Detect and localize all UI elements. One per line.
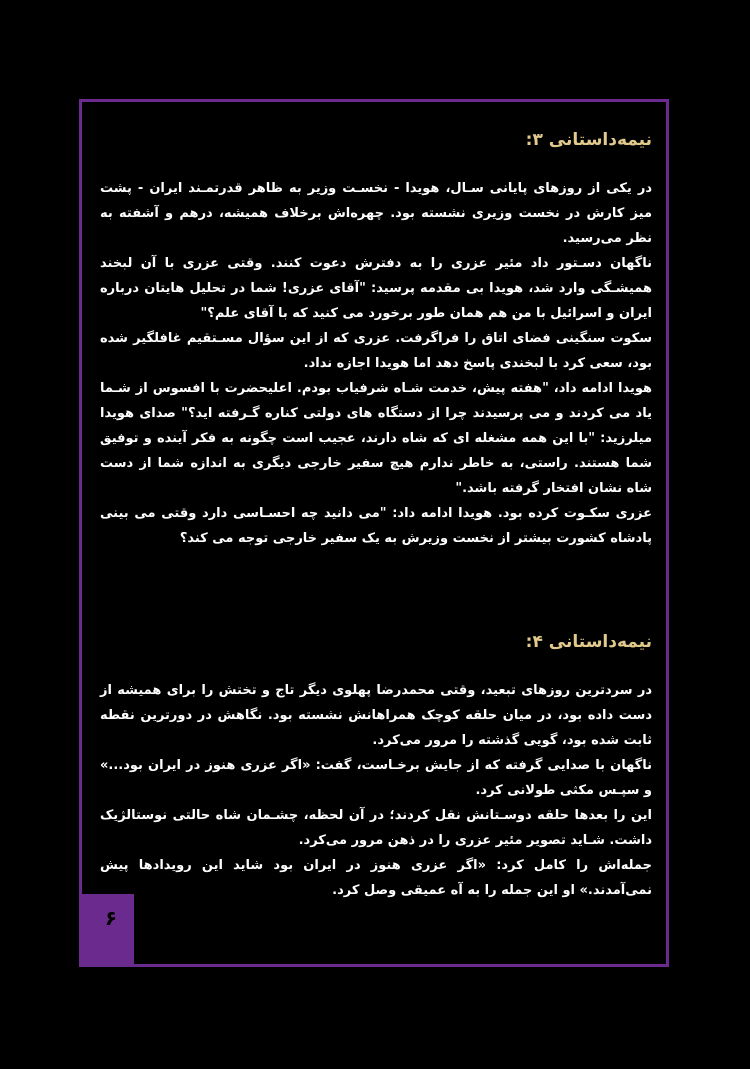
section-3 [100,128,652,551]
paragraph: در سردترین روزهای تبعید، وقتی محمدرضا پهلوی دیگر تاج و تختش را برای همیشه از دست داده بود، در میان حلقه کوچک همراهانش نشسته بود. نگاهش در دورترین نقطه ثابت شده بود، گویی گذشته را مرور می‌کرد. [100,683,652,748]
paragraph: در یکی از روزهای پایانی سـال، هویدا - نخسـت وزیر به ظاهر قدرتمـند ایران - پشت میز کارش در نخست وزیری نشسته بود. چهره‌اش برخلاف همیشه، درهم و آشفته به نظر می‌رسید. [100,181,652,246]
paragraph: هویدا ادامه داد، "هفته پیش، خدمت شـاه شرفیاب بودم. اعلیحضرت با افسوس از شـما یاد می کردند و می پرسیدند چرا از دستگاه های دولتی کناره گـرفته اید؟" صدای هویدا میلرزید: "با این همه مشغله ای که شاه دارند، عجیب است چگونه به فکر آینده و توفیق شما هستند. راستی، به خاطر ندارم هیچ سفیر خارجی دیگری به اندازه شما از دست شاه نشان افتخار گرفته باشد." [100,381,652,496]
paragraph: عزری سکـوت کرده بود. هویدا ادامه داد: "می دانید چه احسـاسی دارد وقتی می بینی پادشاه کشورت بیشتر از نخست وزیرش به یک سفیر خارجی توجه می کند؟ [100,506,652,546]
section-heading: نیمه‌داستانی ۳: [525,130,652,150]
section-4 [100,630,652,903]
paragraph: ناگهان دسـتور داد مئیر عزری را به دفترش دعوت کنند. وقتی عزری با آن لبخند همیشـگی وارد شد، هویدا بی مقدمه پرسید: "آقای عزری! شما در تحلیل هایتان درباره ایران و اسرائیل با من هم همان طور برخورد می کنید که با آقای علم؟" [100,256,652,321]
paragraph: سکوت سنگینی فضای اتاق را فراگرفت. عزری که از این سؤال مسـتقیم غافلگیر شده بود، سعی کرد با لبخندی پاسخ دهد اما هویدا اجازه نداد. [100,331,652,371]
paragraph: این را بعدها حلقه دوسـتانش نقل کردند؛ در آن لحظه، چشـمان شاه حالتی نوستالژیک داشت. شـاید تصویر مئیر عزری را در ذهن مرور می‌کرد. [100,808,652,848]
page-content [100,128,652,903]
page-number-corner [79,894,134,967]
section-heading: نیمه‌داستانی ۴: [525,632,652,652]
page-number: ۶ [104,906,118,930]
paragraph: جمله‌اش را کامل کرد: «اگر عزری هنوز در ایران بود شاید این رویدادها پیش نمی‌آمدند.» او این جمله را به آه عمیقی وصل کرد. [100,858,652,898]
paragraph: ناگهان با صدایی گرفته که از جایش برخـاست، گفت: «اگر عزری هنوز در ایران بود...» و سپـس مکثی طولانی کرد. [100,758,652,798]
